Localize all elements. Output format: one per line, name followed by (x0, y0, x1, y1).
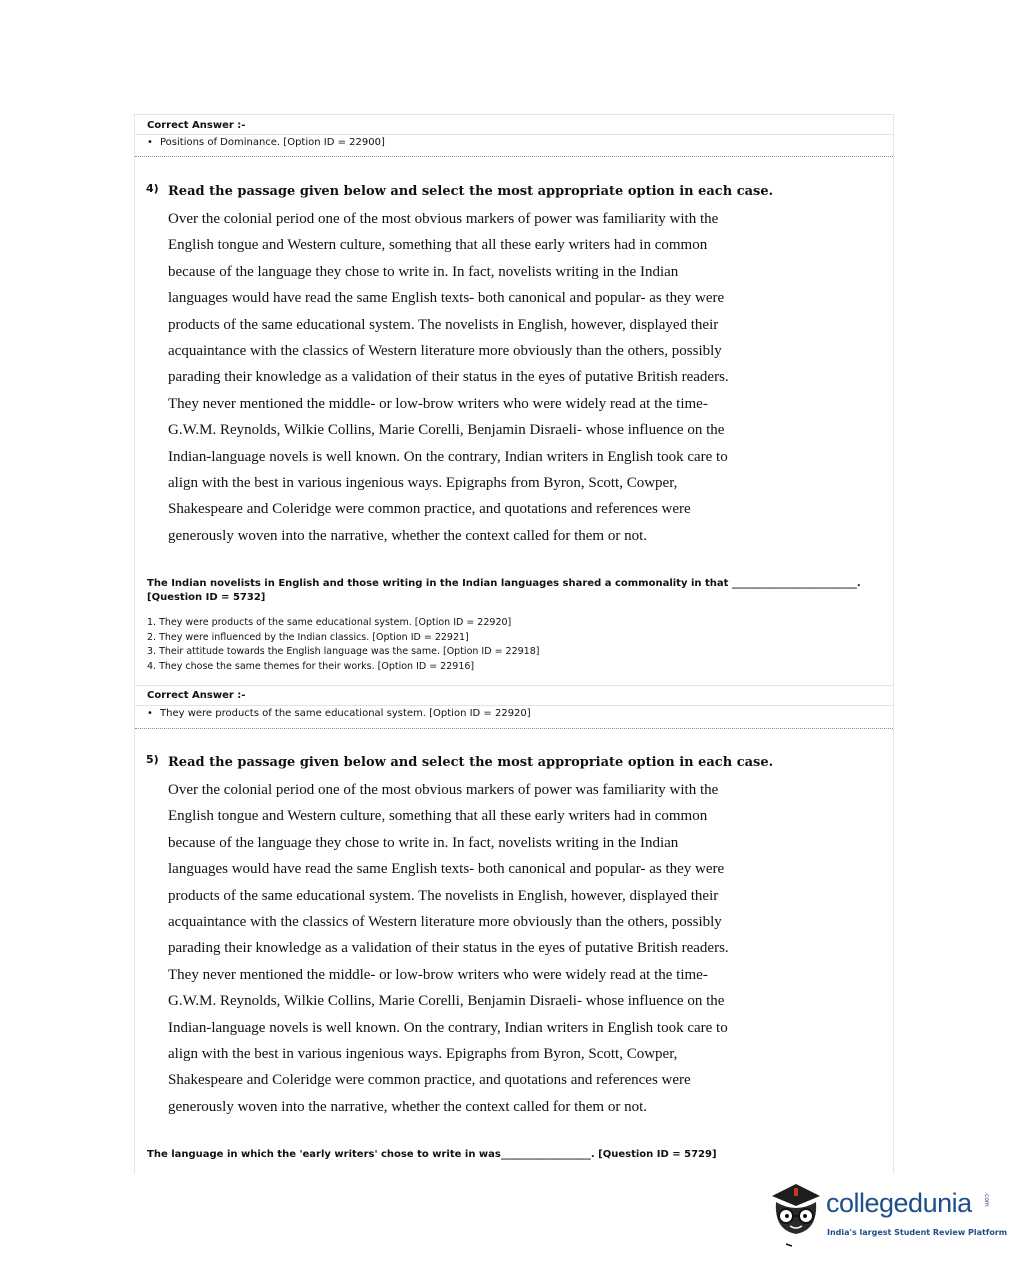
mascot-icon (766, 1178, 826, 1248)
correct-answer-text: They were products of the same educational system. [Option ID = 22920] (160, 708, 531, 719)
logo-tagline: India's largest Student Review Platform (827, 1228, 1008, 1237)
question-stem: The Indian novelists in English and those writing in the Indian languages shared a commonality in that _________________________. (147, 578, 861, 589)
passage-line: generously woven into the narrative, whether the context called for them or not. (168, 1098, 648, 1115)
bullet-icon: • (147, 708, 153, 719)
question-separator (135, 156, 893, 157)
passage-line: Indian-language novels is well known. On the contrary, Indian writers in English took care to (168, 1019, 728, 1036)
correct-answer-text: Positions of Dominance. [Option ID = 22900] (160, 137, 385, 148)
passage-line: languages would have read the same English texts- both canonical and popular- as they were (168, 861, 725, 878)
divider (135, 114, 893, 115)
passage-line: G.W.M. Reynolds, Wilkie Collins, Marie Corelli, Benjamin Disraeli- whose influence on the (168, 422, 725, 439)
passage-text (168, 777, 788, 1120)
passage-line: G.W.M. Reynolds, Wilkie Collins, Marie Corelli, Benjamin Disraeli- whose influence on the (168, 993, 725, 1010)
passage-line: They never mentioned the middle- or low-brow writers who were widely read at the time- (168, 395, 708, 412)
passage-line: Over the colonial period one of the most obvious markers of power was familiarity with the (168, 211, 719, 227)
divider (135, 134, 893, 135)
passage-line: products of the same educational system. The novelists in English, however, displayed their (168, 887, 719, 904)
passage-line: generously woven into the narrative, whether the context called for them or not. (168, 527, 648, 544)
passage-line: acquaintance with the classics of Western literature more obviously than the others, possibly (168, 914, 722, 931)
correct-answer-label: Correct Answer :- (147, 690, 246, 701)
passage-line: Over the colonial period one of the most obvious markers of power was familiarity with the (168, 782, 719, 798)
passage-line: align with the best in various ingenious ways. Epigraphs from Byron, Scott, Cowper, (168, 475, 678, 492)
bullet-icon: • (147, 137, 153, 148)
logo-wordmark: collegedunia (826, 1188, 972, 1218)
question-text (147, 1148, 717, 1162)
passage-line: because of the language they chose to write in. In fact, novelists writing in the Indian (168, 834, 679, 851)
question-id: [Question ID = 5732] (147, 592, 266, 603)
option-item: 4. They chose the same themes for their works. [Option ID = 22916] (147, 661, 475, 673)
passage-line: acquaintance with the classics of Western literature more obviously than the others, possibly (168, 343, 722, 360)
passage-line: products of the same educational system. The novelists in English, however, displayed their (168, 316, 719, 333)
passage-line: because of the language they chose to write in. In fact, novelists writing in the Indian (168, 263, 679, 280)
logo-domain-suffix: .com (983, 1192, 990, 1207)
passage-line: parading their knowledge as a validation of their status in the eyes of putative British readers. (168, 369, 729, 386)
question-paper-page (134, 114, 894, 1174)
passage-line: Indian-language novels is well known. On the contrary, Indian writers in English took care to (168, 448, 728, 465)
passage-line: They never mentioned the middle- or low-brow writers who were widely read at the time- (168, 966, 708, 983)
question-separator (135, 728, 893, 729)
passage-title: Read the passage given below and select the most appropriate option in each case. (168, 755, 774, 770)
question-number: 5) (146, 753, 159, 766)
passage-line: Shakespeare and Coleridge were common practice, and quotations and references were (168, 1072, 691, 1089)
passage-text (168, 206, 788, 549)
option-item: 1. They were products of the same educational system. [Option ID = 22920] (147, 617, 512, 628)
passage-line: languages would have read the same English texts- both canonical and popular- as they were (168, 290, 725, 307)
question-number: 4) (146, 182, 159, 195)
correct-answer-label: Correct Answer :- (147, 120, 246, 131)
option-item: 3. Their attitude towards the English language was the same. [Option ID = 22918] (147, 646, 540, 658)
passage-line: English tongue and Western culture, something that all these early writers had in common (168, 808, 708, 825)
options-list (147, 616, 539, 675)
question-stem: The language in which the 'early writers' chose to write in was__________________. [Question ID = 5729] (147, 1149, 717, 1160)
question-text (147, 577, 861, 605)
divider (135, 685, 893, 686)
passage-line: align with the best in various ingenious ways. Epigraphs from Byron, Scott, Cowper, (168, 1046, 678, 1063)
divider (135, 705, 893, 706)
correct-answer-item (147, 137, 385, 148)
collegedunia-logo (766, 1178, 1008, 1258)
option-item: 2. They were influenced by the Indian classics. [Option ID = 22921] (147, 631, 469, 643)
correct-answer-item (147, 708, 531, 719)
passage-line: parading their knowledge as a validation of their status in the eyes of putative British readers. (168, 940, 729, 957)
passage-line: Shakespeare and Coleridge were common practice, and quotations and references were (168, 501, 691, 518)
passage-line: English tongue and Western culture, something that all these early writers had in common (168, 237, 708, 254)
passage-title: Read the passage given below and select the most appropriate option in each case. (168, 184, 774, 199)
